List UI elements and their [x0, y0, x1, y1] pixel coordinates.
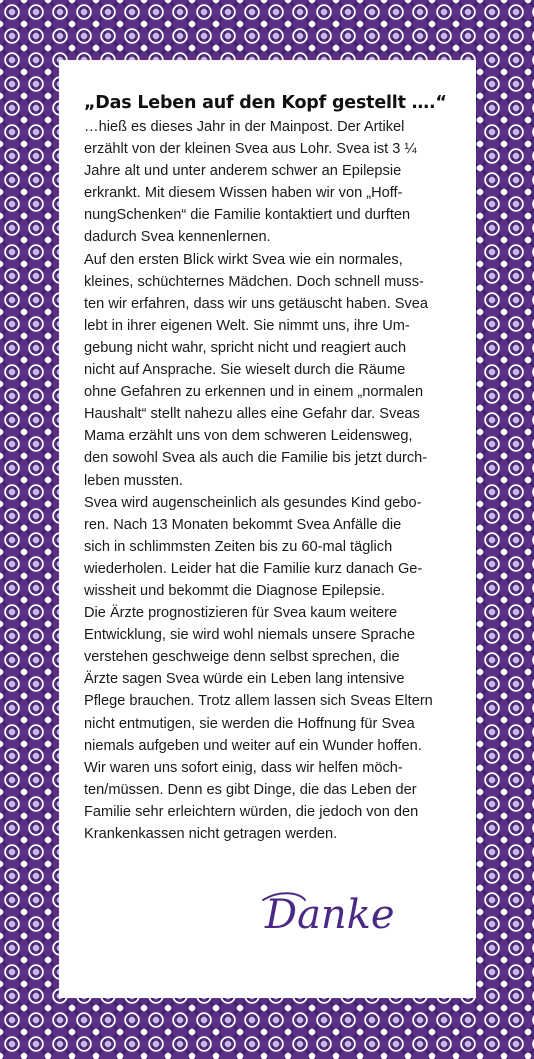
article-body: [84, 116, 452, 845]
article-line: leben mussten.: [84, 472, 183, 489]
article-line: lebt in ihrer eigenen Welt. Sie nimmt uns, ihre Um-: [84, 317, 410, 334]
article-line: …hieß es dieses Jahr in der Mainpost. Der Artikel: [84, 119, 405, 135]
article-line: kleines, schüchternes Mädchen. Doch schnell muss-: [84, 273, 424, 290]
article-line: Krankenkassen nicht getragen werden.: [84, 826, 338, 842]
article-line: den sowohl Svea als auch die Familie bis jetzt durch-: [84, 450, 428, 467]
article-line: sich in schlimmsten Zeiten bis zu 60-mal täglich: [84, 538, 393, 555]
article-line: nungSchenken“ die Familie kontaktiert und durften: [84, 207, 411, 224]
article-line: Mama erzählt uns von dem schweren Leidensweg,: [84, 428, 413, 445]
signature-text: Danke: [265, 892, 395, 938]
article-line: Ärzte sagen Svea würde ein Leben lang intensive: [84, 671, 405, 688]
article-line: ohne Gefahren zu erkennen und in einem „normalen: [84, 384, 424, 401]
article-line: niemals aufgeben und weiter auf ein Wunder hoffen.: [84, 737, 422, 754]
article-line: erkrankt. Mit diesem Wissen haben wir von „Hoff-: [84, 185, 403, 202]
article-line: Svea wird augenscheinlich als gesundes Kind gebo-: [84, 494, 422, 511]
article-line: verstehen geschweige denn selbst sprechen, die: [84, 649, 400, 666]
article-line: Auf den ersten Blick wirkt Svea wie ein normales,: [84, 251, 403, 268]
article-line: wissheit und bekommt die Diagnose Epilepsie.: [84, 582, 385, 599]
article-panel: [59, 60, 476, 998]
article-line: nicht auf Ansprache. Sie wieselt durch die Räume: [84, 362, 406, 379]
article-line: Pflege brauchen. Trotz allem lassen sich Sveas Eltern: [84, 693, 433, 710]
article-line: ten wir erfahren, dass wir uns getäuscht haben. Svea: [84, 295, 428, 312]
article-line: wiederholen. Leider hat die Familie kurz danach Ge-: [84, 560, 423, 577]
article-line: Familie sehr erleichtern würden, die jedoch von den: [84, 803, 419, 820]
article-line: Entwicklung, sie wird wohl niemals unsere Sprache: [84, 627, 415, 644]
article-line: ren. Nach 13 Monaten bekommt Svea Anfälle die: [84, 516, 402, 533]
article-line: ten/müssen. Denn es gibt Dinge, die das Leben der: [84, 781, 417, 798]
article-line: Die Ärzte prognostizieren für Svea kaum weitere: [84, 605, 398, 622]
article-headline: „Das Leben auf den Kopf gestellt ….“: [84, 93, 447, 113]
article-line: Haushalt“ stellt nahezu alles eine Gefahr dar. Sveas: [84, 406, 420, 423]
article-line: gebung nicht wahr, spricht nicht und reagiert auch: [84, 339, 407, 356]
article-line: nicht entmutigen, sie werden die Hoffnung für Svea: [84, 715, 415, 732]
article-line: Wir waren uns sofort einig, dass wir helfen möch-: [84, 759, 403, 776]
signature-danke: [259, 886, 419, 946]
article-line: dadurch Svea kennenlernen.: [84, 229, 271, 246]
article-line: Jahre alt und unter anderem schwer an Epilepsie: [84, 163, 402, 180]
article-line: erzählt von der kleinen Svea aus Lohr. Svea ist 3 ¼: [84, 141, 417, 158]
